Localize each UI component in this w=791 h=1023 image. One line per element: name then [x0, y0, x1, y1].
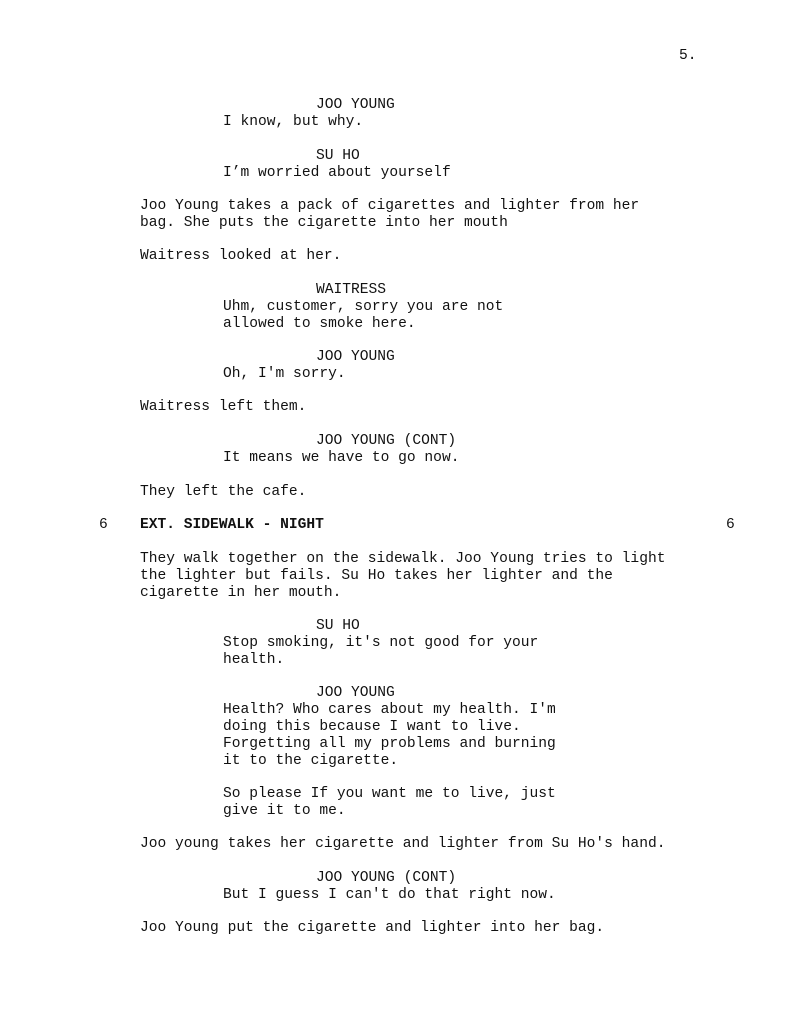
action-line: Joo Young put the cigarette and lighter into her bag.: [140, 920, 605, 936]
dialogue-line: doing this because I want to live.: [223, 719, 521, 735]
dialogue-line: It means we have to go now.: [223, 450, 460, 466]
character-name: JOO YOUNG (CONT): [316, 870, 457, 886]
dialogue-line: I know, but why.: [223, 114, 364, 130]
scene-heading: EXT. SIDEWALK - NIGHT: [140, 517, 324, 533]
character-name: WAITRESS: [316, 282, 387, 298]
dialogue: [223, 702, 556, 770]
dialogue: [223, 299, 503, 333]
action-line: Joo young takes her cigarette and lighter from Su Ho's hand.: [140, 836, 666, 852]
action-paragraph: [140, 551, 665, 602]
character-name: JOO YOUNG: [316, 685, 395, 701]
dialogue: [223, 165, 451, 182]
action-line: Joo Young takes a pack of cigarettes and lighter from her: [140, 198, 640, 214]
action-line: Waitress looked at her.: [140, 248, 342, 264]
dialogue-line: But I guess I can't do that right now.: [223, 887, 556, 903]
action-paragraph: [140, 484, 306, 501]
dialogue: [223, 114, 363, 131]
dialogue-line: Oh, I'm sorry.: [223, 366, 346, 382]
action-line: Waitress left them.: [140, 399, 307, 415]
action-line: the lighter but fails. Su Ho takes her lighter and the: [140, 568, 613, 584]
character-name: JOO YOUNG: [316, 97, 395, 113]
dialogue-line: it to the cigarette.: [223, 753, 399, 769]
scene-number-left: 6: [99, 517, 108, 533]
action-paragraph: [140, 836, 665, 853]
action-line: They walk together on the sidewalk. Joo Young tries to light: [140, 551, 666, 567]
action-line: They left the cafe.: [140, 484, 307, 500]
action-line: cigarette in her mouth.: [140, 585, 342, 601]
dialogue-line: Forgetting all my problems and burning: [223, 736, 556, 752]
dialogue: [223, 786, 556, 820]
dialogue: [223, 366, 346, 383]
action-paragraph: [140, 399, 306, 416]
character-name: JOO YOUNG (CONT): [316, 433, 457, 449]
dialogue-line: So please If you want me to live, just: [223, 786, 556, 802]
action-paragraph: [140, 198, 639, 232]
dialogue-line: Stop smoking, it's not good for your: [223, 635, 539, 651]
action-paragraph: [140, 920, 604, 937]
dialogue: [223, 887, 556, 904]
dialogue-line: Health? Who cares about my health. I'm: [223, 702, 556, 718]
dialogue: [223, 450, 459, 467]
character-name: JOO YOUNG: [316, 349, 395, 365]
character-name: SU HO: [316, 618, 360, 634]
dialogue-line: allowed to smoke here.: [223, 316, 416, 332]
page-number: 5.: [679, 48, 697, 64]
action-paragraph: [140, 248, 341, 265]
dialogue-line: give it to me.: [223, 803, 346, 819]
action-line: bag. She puts the cigarette into her mouth: [140, 215, 508, 231]
dialogue-line: health.: [223, 652, 285, 668]
dialogue-line: I’m worried about yourself: [223, 165, 451, 181]
dialogue: [223, 635, 538, 669]
scene-number-right: 6: [726, 517, 735, 533]
character-name: SU HO: [316, 148, 360, 164]
dialogue-line: Uhm, customer, sorry you are not: [223, 299, 504, 315]
